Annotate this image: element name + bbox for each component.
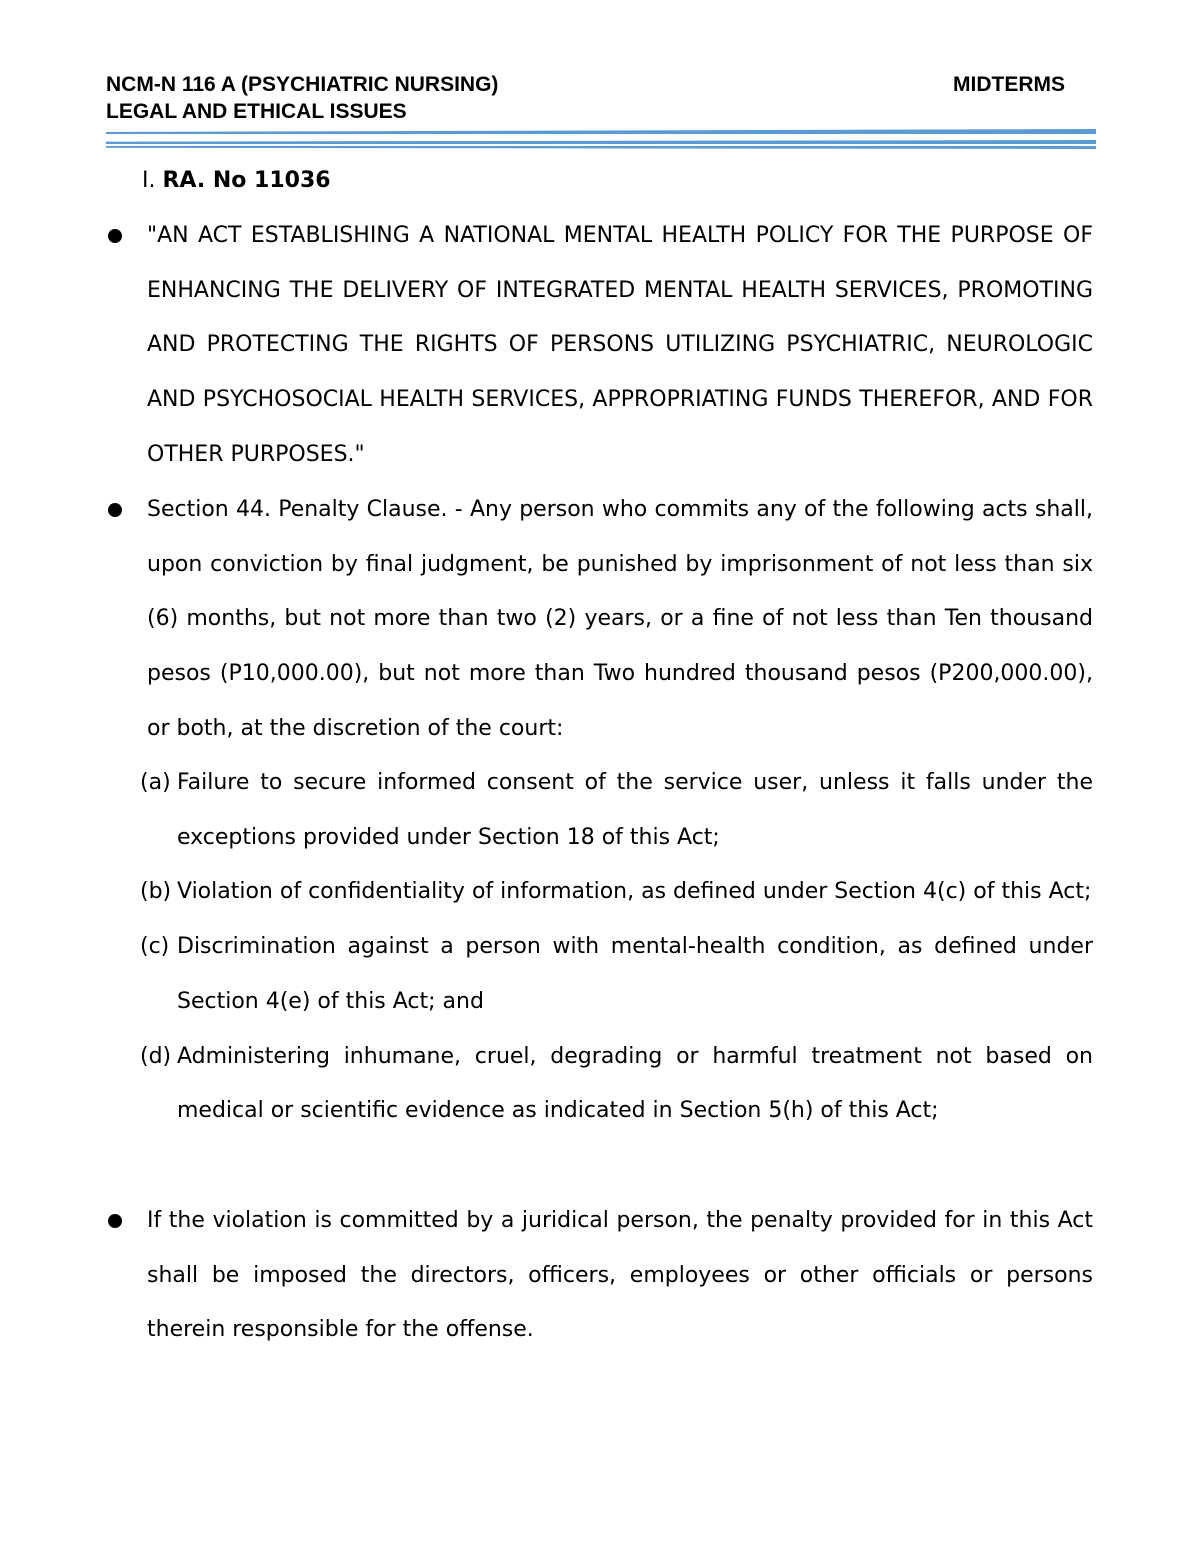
bullet-icon <box>108 229 122 243</box>
penalized-acts-list <box>140 756 1093 1139</box>
header-rule-middle <box>106 140 1096 144</box>
list-item-text: Administering inhumane, cruel, degrading or harmful treatment not based on medical or scientific evidence as indicated in Section 5(h) of this Act; <box>177 1043 1093 1124</box>
law-number: RA. No 11036 <box>162 168 331 193</box>
list-item-text: Violation of confidentiality of information, as defined under Section 4(c) of this Act; <box>177 879 1092 905</box>
list-item <box>140 1030 1093 1139</box>
list-item <box>140 756 1093 865</box>
topic-header: LEGAL AND ETHICAL ISSUES <box>106 100 407 123</box>
course-header: NCM-N 116 A (PSYCHIATRIC NURSING) <box>106 73 499 96</box>
list-item-label: (b) <box>140 879 172 905</box>
list-item-label: (c) <box>140 934 170 960</box>
bullet-icon <box>108 1214 122 1228</box>
header-rule-bottom <box>106 146 1096 149</box>
section-title <box>142 166 331 196</box>
header-rule-top <box>106 129 1096 134</box>
list-item-label: (d) <box>140 1043 172 1069</box>
list-item <box>140 920 1093 1029</box>
list-item-label: (a) <box>140 770 171 795</box>
section-number: I. <box>142 168 156 193</box>
penalty-clause-paragraph: Section 44. Penalty Clause. - Any person who commits any of the following acts shall, upon conviction by final judgment, be punished by imprisonment of not less than six (6) months, but not more than two (2) years, or a fine of not less than Ten thousand pesos (P10,000.00), but not more than Two hundred thousand pesos (P200,000.00), or both, at the discretion of the court: <box>147 497 1093 741</box>
bullet-icon <box>108 503 122 517</box>
act-title-paragraph: "AN ACT ESTABLISHING A NATIONAL MENTAL HEALTH POLICY FOR THE PURPOSE OF ENHANCING THE DELIVERY OF INTEGRATED MENTAL HEALTH SERVICES, PROMOTING AND PROTECTING THE RIGHTS OF PERSONS UTILIZING PSYCHIATRIC, NEUROLOGIC AND PSYCHOSOCIAL HEALTH SERVICES, APPROPRIATING FUNDS THEREFOR, AND FOR OTHER PURPOSES." <box>147 223 1093 467</box>
juridical-person-paragraph: If the violation is committed by a juridical person, the penalty provided for in this Act shall be imposed the directors, officers, employees or other officials or persons therein responsible for the offense. <box>147 1208 1093 1343</box>
list-item-text: Discrimination against a person with mental-health condition, as defined under Section 4(e) of this Act; and <box>177 934 1093 1014</box>
list-item-text: Failure to secure informed consent of the service user, unless it falls under the exceptions provided under Section 18 of this Act; <box>177 770 1093 850</box>
term-header: MIDTERMS <box>953 73 1065 96</box>
list-item <box>140 865 1093 920</box>
